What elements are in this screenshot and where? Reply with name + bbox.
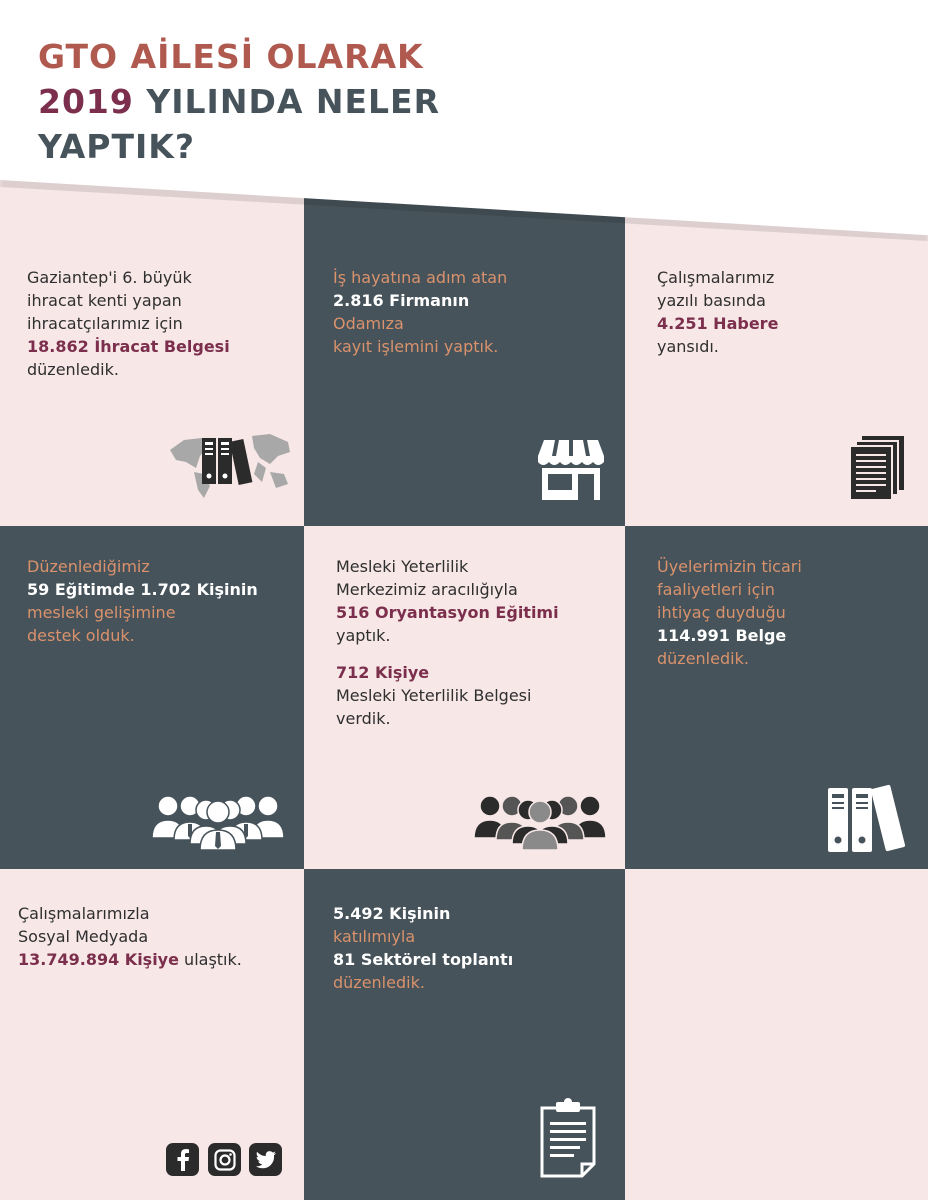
title-line2-rest: YILINDA NELER: [133, 82, 441, 121]
card-empty: [625, 869, 928, 1200]
vocational-line7: verdik.: [336, 709, 391, 728]
export-line2: ihracat kenti yapan: [27, 291, 182, 310]
people-group-icon-vocational: [472, 792, 608, 852]
meetings-highlight1: 5.492 Kişinin: [333, 904, 451, 923]
vocational-line1: Mesleki Yeterlilik: [336, 557, 469, 576]
people-group-icon-training: [150, 792, 286, 852]
social-highlight: 13.749.894 Kişiye: [18, 950, 179, 969]
social-rest: ulaştık.: [178, 950, 242, 969]
social-line3: [18, 948, 242, 971]
export-line5: düzenledik.: [27, 360, 119, 379]
clipboard-icon: [538, 1098, 598, 1178]
meetings-text: [333, 902, 513, 994]
title-line1: GTO AİLESİ OLARAK: [38, 37, 424, 76]
instagram-icon[interactable]: [208, 1143, 241, 1176]
documents-line1: Üyelerimizin ticari: [657, 557, 802, 576]
social-line2: Sosyal Medyada: [18, 927, 149, 946]
press-line4: yansıdı.: [657, 337, 719, 356]
press-text: [657, 266, 778, 358]
documents-highlight: 114.991 Belge: [657, 626, 787, 645]
facebook-icon[interactable]: [166, 1143, 199, 1176]
meetings-line2: katılımıyla: [333, 927, 416, 946]
page-title: [38, 34, 440, 169]
twitter-icon[interactable]: [249, 1143, 282, 1176]
firms-line3: Odamıza: [333, 314, 404, 333]
press-line1: Çalışmalarımız: [657, 268, 775, 287]
meetings-line4: düzenledik.: [333, 973, 425, 992]
firms-line4: kayıt işlemini yaptık.: [333, 337, 499, 356]
vocational-highlight2: 712 Kişiye: [336, 663, 430, 682]
training-text: [27, 555, 258, 647]
training-highlight: 59 Eğitimde 1.702 Kişinin: [27, 580, 258, 599]
export-text: [27, 266, 230, 381]
title-year: 2019: [38, 82, 134, 121]
training-line4: destek olduk.: [27, 626, 135, 645]
press-highlight: 4.251 Habere: [657, 314, 779, 333]
storefront-icon: [538, 440, 604, 500]
vocational-line6: Mesleki Yeterlilik Belgesi: [336, 686, 532, 705]
export-line1: Gaziantep'i 6. büyük: [27, 268, 192, 287]
title-line2: [38, 79, 440, 124]
documents-line2: faaliyetleri için: [657, 580, 775, 599]
firms-text: [333, 266, 507, 358]
firms-line1: İş hayatına adım atan: [333, 268, 508, 287]
documents-text: [657, 555, 802, 670]
world-map-binders-icon: [166, 428, 294, 500]
newspaper-stack-icon: [850, 436, 906, 500]
documents-line5: düzenledik.: [657, 649, 749, 668]
training-line3: mesleki gelişimine: [27, 603, 176, 622]
social-text: [18, 902, 242, 971]
export-highlight: 18.862 İhracat Belgesi: [27, 337, 230, 356]
vocational-line4: yaptık.: [336, 626, 391, 645]
title-line3: YAPTIK?: [38, 127, 195, 166]
vocational-highlight1: 516 Oryantasyon Eğitimi: [336, 603, 559, 622]
press-line2: yazılı basında: [657, 291, 766, 310]
social-line1: Çalışmalarımızla: [18, 904, 150, 923]
training-line1: Düzenlediğimiz: [27, 557, 150, 576]
vocational-line2: Merkezimiz aracılığıyla: [336, 580, 518, 599]
binders-icon: [826, 784, 912, 854]
firms-highlight: 2.816 Firmanın: [333, 291, 470, 310]
vocational-text: [336, 555, 559, 730]
documents-line3: ihtiyaç duyduğu: [657, 603, 786, 622]
export-line3: ihracatçılarımız için: [27, 314, 183, 333]
meetings-highlight2: 81 Sektörel toplantı: [333, 950, 514, 969]
